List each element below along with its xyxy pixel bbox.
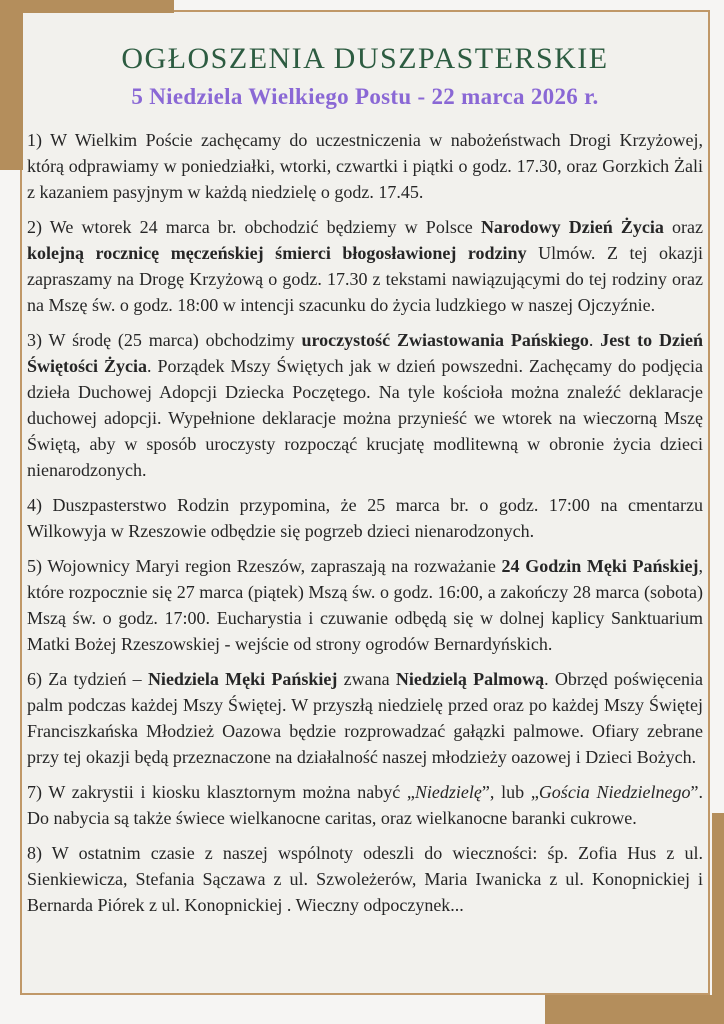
text-segment: 7) W zakrystii i kiosku klasztornym można nabyć „ (27, 782, 415, 802)
text-segment: Niedzielą Palmową (395, 669, 545, 689)
text-segment: uroczystość Zwiastowania Pańskiego (301, 330, 589, 350)
left-accent-bar (0, 0, 23, 170)
announcement-7 (27, 779, 703, 831)
text-segment: 8) W ostatnim czasie z naszej wspólnoty odeszli do wieczności: śp. Zofia Hus z ul. Sienkiewicza, Stefania Sączawa z ul. Szwoleżerów, Maria Iwanicka z ul. Konopnickiej i Bernarda Piórek z ul. Konopnickiej . Wieczny odpoczynek... (27, 843, 703, 915)
text-segment: . Porządek Mszy Świętych jak w dzień powszedni. Zachęcamy do podjęcia dzieła Duchowej Adopcji Dziecka Poczętego. Na tyle kościoła można znaleźć deklaracje duchowej adopcji. Wypełnione deklaracje można przynieść we wtorek na wieczorną Mszę Świętą, aby w sposób uroczysty rozpocząć krucjatę modlitewną w obronie życia dzieci nienarodzonych. (27, 356, 703, 480)
text-segment: 2) We wtorek 24 marca br. obchodzić będziemy w Polsce (27, 217, 481, 237)
text-segment: Jest to Dzień Świętości Życia (27, 330, 703, 376)
text-segment: Niedzielę (414, 782, 482, 802)
announcement-1 (27, 127, 703, 205)
announcements-panel (20, 10, 710, 995)
top-left-accent-bar (0, 0, 174, 13)
announcement-8 (27, 840, 703, 918)
announcement-6 (27, 666, 703, 770)
text-segment: oraz (663, 217, 703, 237)
text-segment: ”, lub „ (481, 782, 539, 802)
text-segment: ”. Do nabycia są także świece wielkanocne caritas, oraz wielkanocne baranki cukrowe. (27, 782, 703, 828)
text-segment: . (588, 330, 601, 350)
text-segment: Narodowy Dzień Życia (480, 217, 664, 237)
announcement-2 (27, 214, 703, 318)
text-segment: 4) Duszpasterstwo Rodzin przypomina, że 25 marca br. o godz. 17:00 na cmentarzu Wilkowyja w Rzeszowie odbędzie się pogrzeb dzieci nienarodzonych. (27, 495, 703, 541)
text-segment: zwana (337, 669, 396, 689)
text-segment: 1) W Wielkim Poście zachęcamy do uczestniczenia w nabożeństwach Drogi Krzyżowej, którą odprawiamy w poniedziałki, wtorki, czwartki i piątki o godz. 17.30, oraz Gorzkich Żali z kazaniem pasyjnym w każdą niedzielę o godz. 17.45. (27, 130, 703, 202)
bottom-right-accent-block (545, 995, 724, 1024)
text-segment: . Obrzęd poświęcenia palm podczas każdej Mszy Świętej. W przyszłą niedzielę przed oraz po każdej Mszy Świętej Franciszkańska Młodzież Oazowa będzie rozprowadzać gałązki palmowe. Ofiary zebrane przy tej okazji będą przeznaczone na działalność naszej młodzieży oazowej i Dzieci Bożych. (27, 669, 703, 767)
announcement-5 (27, 553, 703, 657)
announcement-4 (27, 492, 703, 544)
text-segment: , które rozpocznie się 27 marca (piątek) Mszą św. o godz. 16:00, a zakończy 28 marca (sobota) Mszą św. o godz. 17:00. Eucharystia i czuwanie odbędą się w dolnej kaplicy Sanktuarium Matki Bożej Rzeszowskiej - wejście od strony ogrodów Bernardyńskich. (27, 556, 703, 654)
text-segment: 3) W środę (25 marca) obchodzimy (27, 330, 302, 350)
text-segment: 5) Wojownicy Maryi region Rzeszów, zapraszają na rozważanie (27, 556, 502, 576)
text-segment: 6) Za tydzień – (27, 669, 148, 689)
announcements-list (27, 127, 703, 918)
right-accent-bar (712, 813, 724, 1024)
text-segment: 24 Godzin Męki Pańskiej (501, 556, 699, 576)
page-title: OGŁOSZENIA DUSZPASTERSKIE (121, 42, 609, 75)
text-segment: Ulmów. Z tej okazji zapraszamy na Drogę Krzyżową o godz. 17.30 z tekstami nawiązującymi do tej rodziny oraz na Mszę św. o godz. 18:00 w intencji szacunku do życia ludzkiego w naszej Ojczyźnie. (27, 243, 703, 315)
page-subtitle: 5 Niedziela Wielkiego Postu - 22 marca 2026 r. (131, 84, 599, 109)
text-segment: Niedziela Męki Pańskiej (147, 669, 338, 689)
text-segment: Gościa Niedzielnego (538, 782, 691, 802)
announcement-3 (27, 327, 703, 483)
text-segment: kolejną rocznicę męczeńskiej śmierci błogosławionej rodziny (27, 243, 527, 263)
